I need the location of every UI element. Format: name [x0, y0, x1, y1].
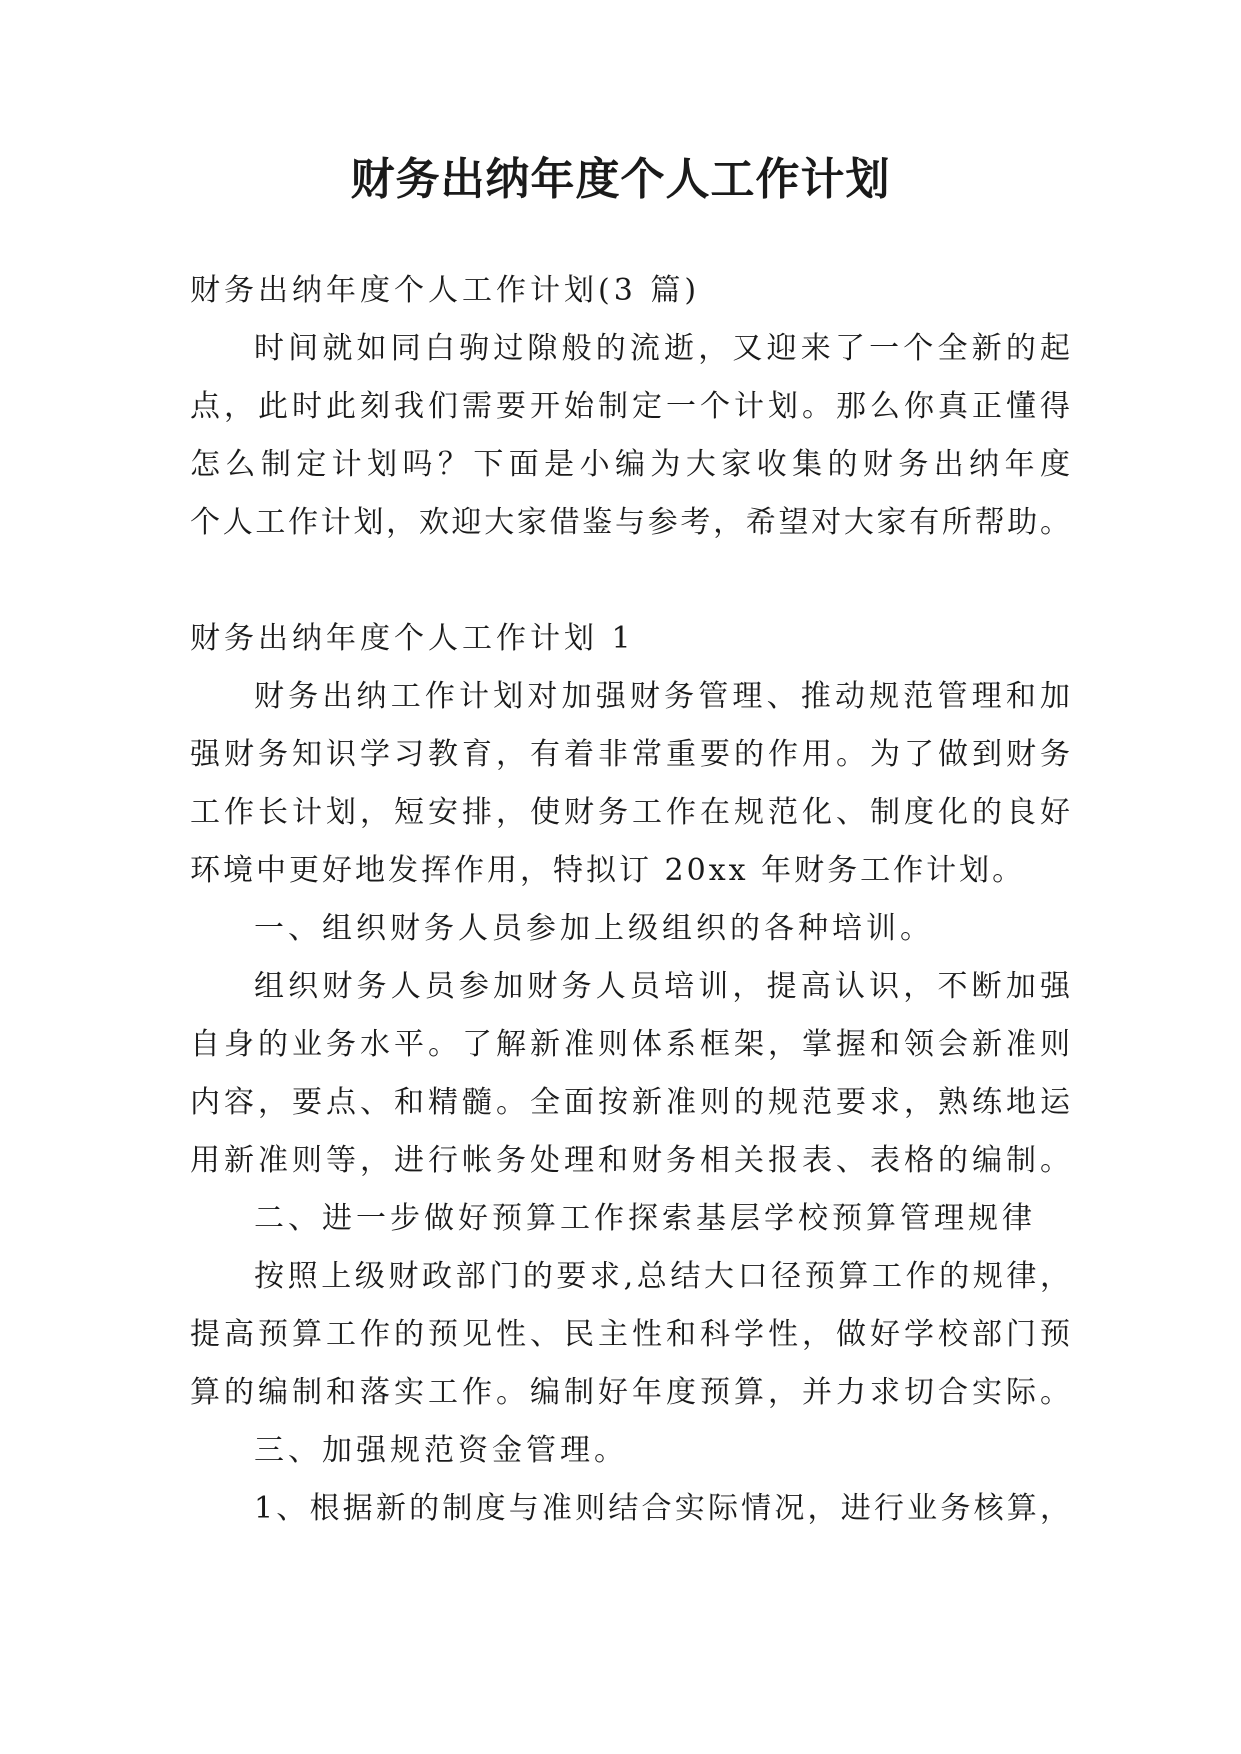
paragraph-line: 强财务知识学习教育，有着非常重要的作用。为了做到财务 [190, 737, 1070, 772]
point-heading: 一、组织财务人员参加上级组织的各种培训。 [254, 911, 934, 946]
paragraph-line: 财务出纳工作计划对加强财务管理、推动规范管理和加 [254, 679, 1070, 714]
intro-line: 个人工作计划，欢迎大家借鉴与参考，希望对大家有所帮助。 [190, 505, 1070, 540]
paragraph-line: 按照上级财政部门的要求,总结大口径预算工作的规律， [254, 1259, 1070, 1294]
paragraph-line: 自身的业务水平。了解新准则体系框架，掌握和领会新准则 [190, 1027, 1070, 1062]
paragraph-line: 环境中更好地发挥作用，特拟订 20xx 年财务工作计划。 [190, 853, 1026, 888]
paragraph-line: 组织财务人员参加财务人员培训，提高认识，不断加强 [254, 969, 1070, 1004]
section-heading: 财务出纳年度个人工作计划 1 [190, 621, 635, 656]
intro-line: 时间就如同白驹过隙般的流逝，又迎来了一个全新的起 [254, 331, 1070, 366]
paragraph-line: 提高预算工作的预见性、民主性和科学性，做好学校部门预 [190, 1317, 1070, 1352]
paragraph-line: 算的编制和落实工作。编制好年度预算，并力求切合实际。 [190, 1375, 1070, 1410]
intro-line: 怎么制定计划吗？下面是小编为大家收集的财务出纳年度 [190, 447, 1070, 482]
blank-line [190, 552, 1070, 610]
intro-line: 点，此时此刻我们需要开始制定一个计划。那么你真正懂得 [190, 389, 1070, 424]
point-heading: 二、进一步做好预算工作探索基层学校预算管理规律 [254, 1201, 1036, 1236]
paragraph-line: 1、根据新的制度与准则结合实际情况，进行业务核算， [254, 1491, 1070, 1526]
paragraph-line: 用新准则等，进行帐务处理和财务相关报表、表格的编制。 [190, 1143, 1070, 1178]
point-heading: 三、加强规范资金管理。 [254, 1433, 628, 1468]
document-title: 财务出纳年度个人工作计划 [350, 154, 891, 205]
paragraph-line: 工作长计划，短安排，使财务工作在规范化、制度化的良好 [190, 795, 1070, 830]
paragraph-line: 内容，要点、和精髓。全面按新准则的规范要求，熟练地运 [190, 1085, 1070, 1120]
document-body [190, 262, 1070, 1538]
document-subtitle: 财务出纳年度个人工作计划(3 篇) [190, 273, 701, 308]
